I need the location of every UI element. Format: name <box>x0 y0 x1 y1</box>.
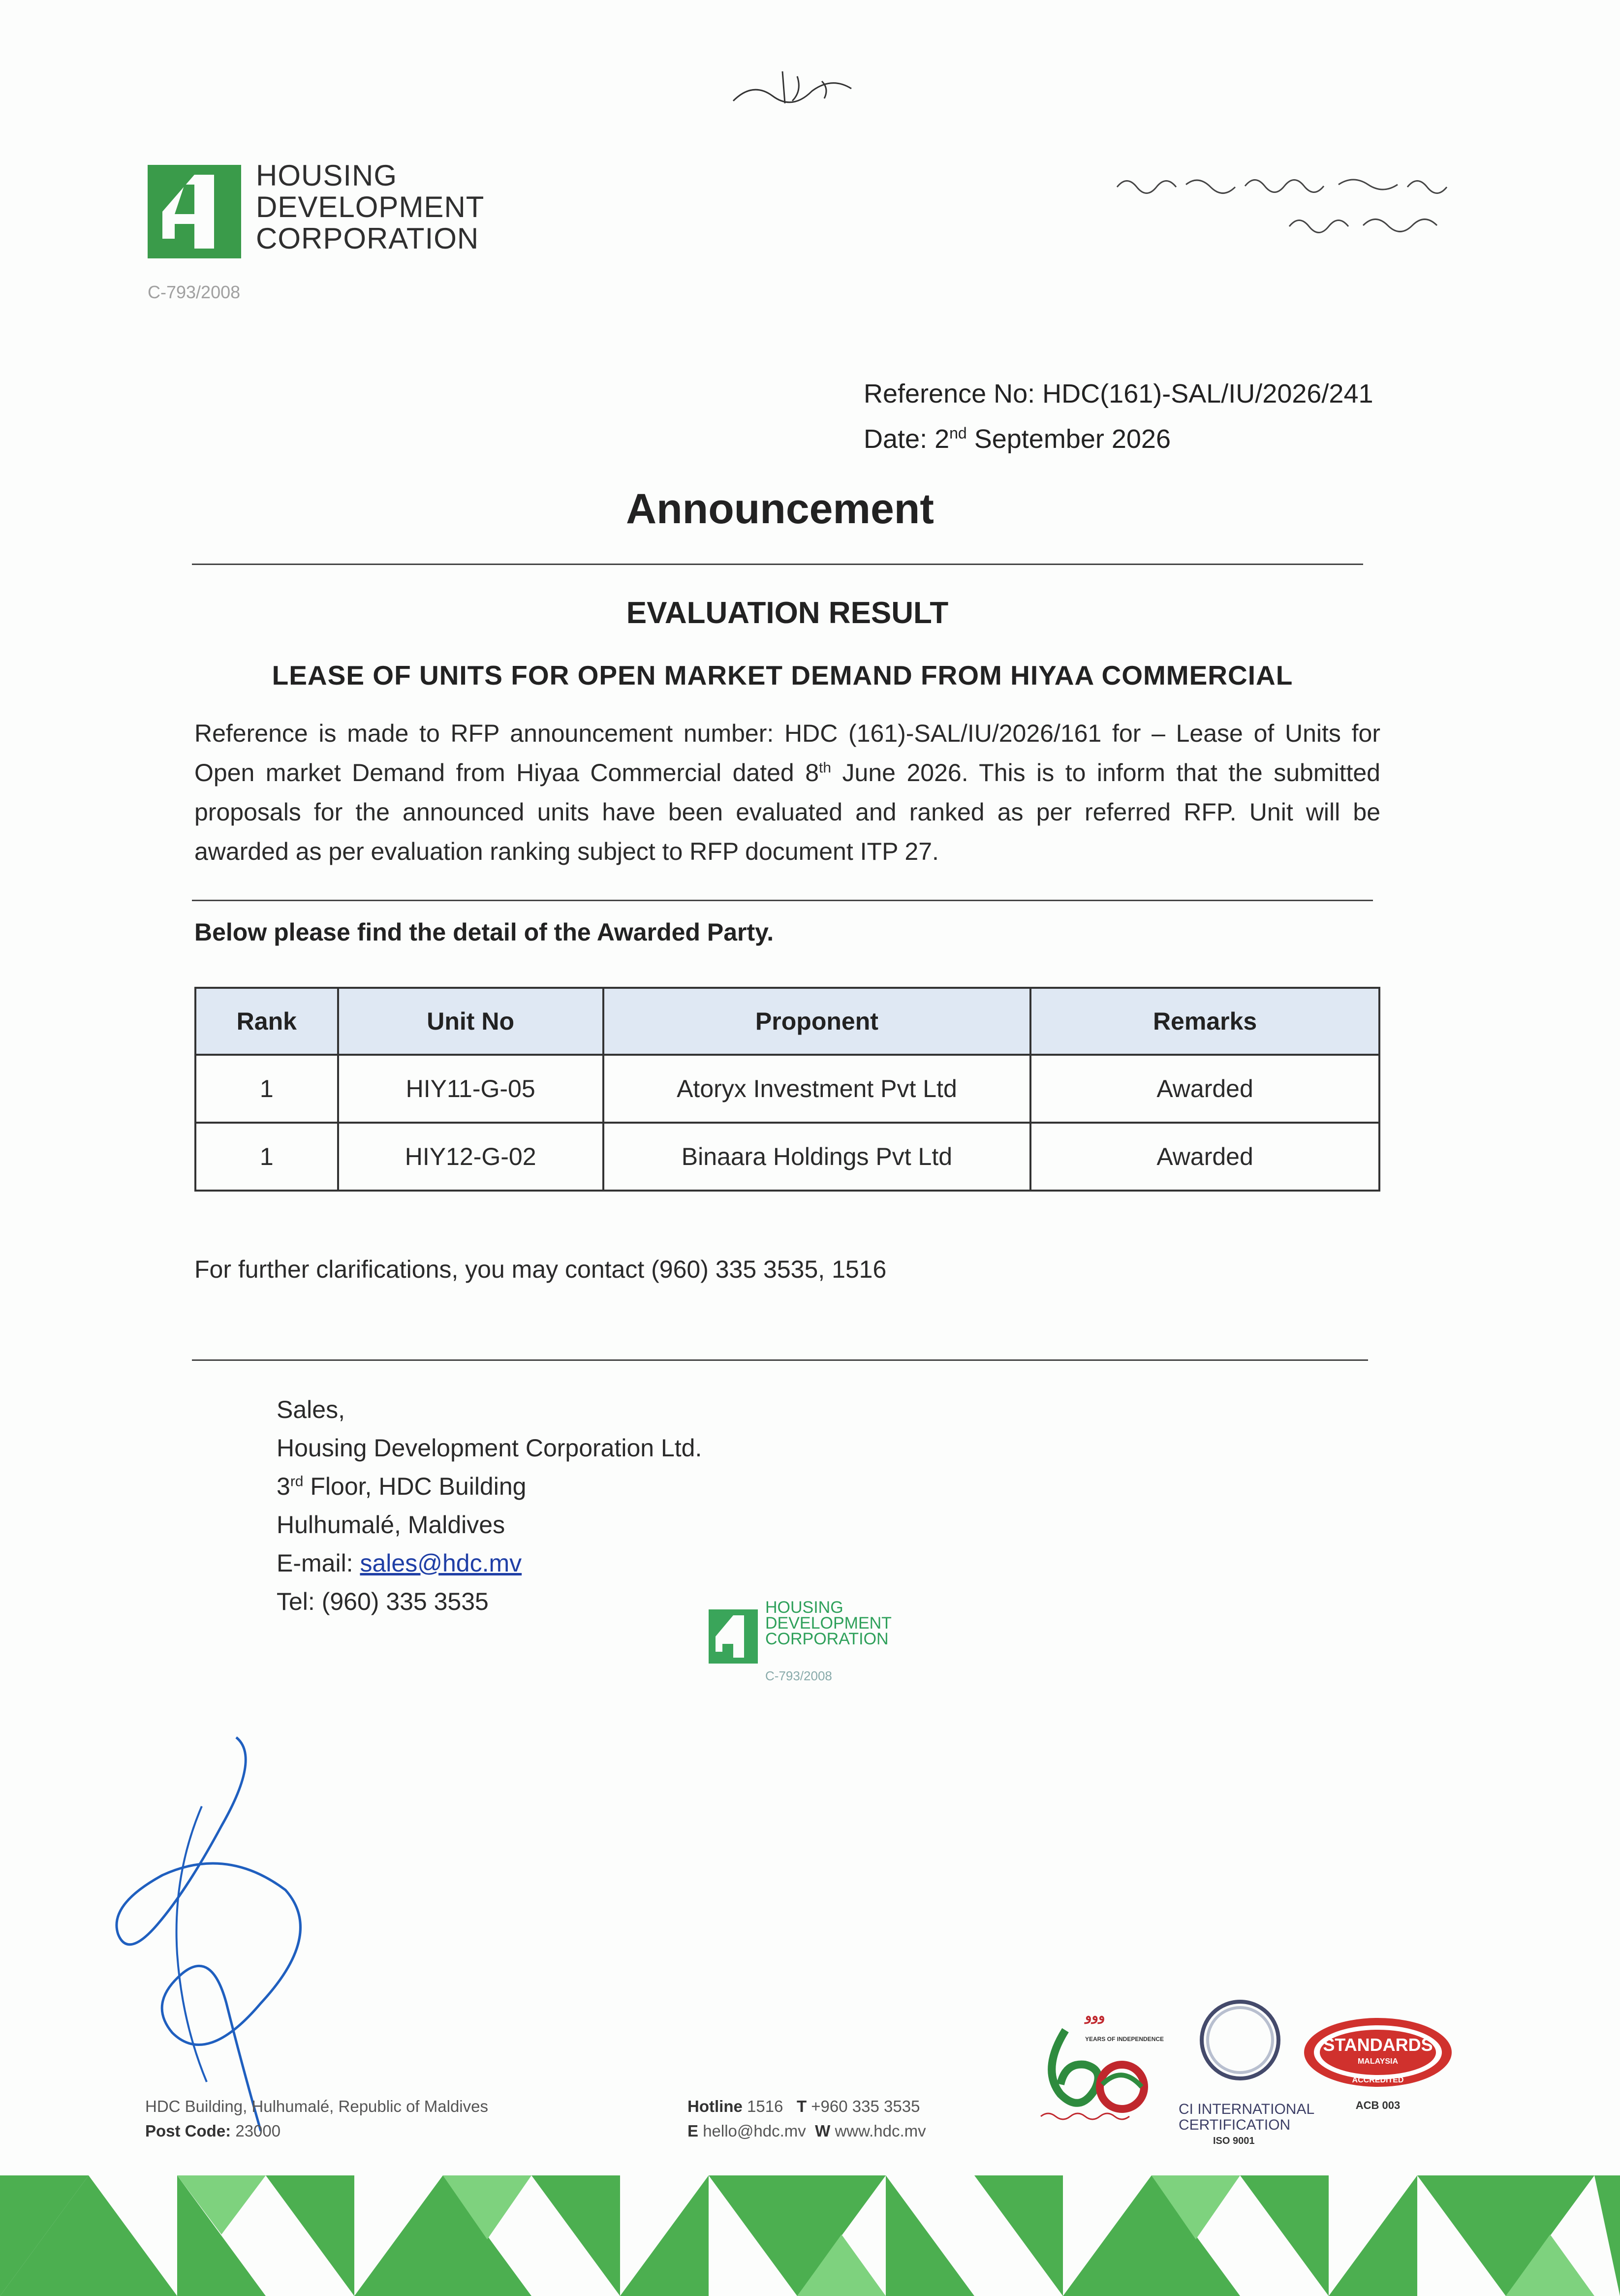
org-name <box>256 160 484 254</box>
table-row <box>195 1055 1379 1123</box>
floor-building: Floor, HDC Building <box>303 1473 527 1500</box>
sender-address <box>277 1390 702 1621</box>
stamp-registration: C-793/2008 <box>765 1668 832 1683</box>
awarded-party-table <box>194 987 1380 1192</box>
date-suffix: September 2026 <box>966 424 1171 454</box>
cell-proponent: Atoryx Investment Pvt Ltd <box>603 1055 1031 1123</box>
dhivehi-org-name <box>1112 167 1457 197</box>
dhivehi-location <box>1284 207 1457 236</box>
footer-address-line: HDC Building, Hulhumalé, Republic of Maldives <box>145 2097 488 2115</box>
section-heading: EVALUATION RESULT <box>626 596 949 630</box>
body-part1: Reference is made to RFP announcement number: HDC (161)-SAL/IU/2026/161 for – Lease of Units for Open market Demand from Hiyaa Commercial dated 8 <box>194 720 1380 786</box>
footer-postcode <box>145 2119 488 2143</box>
address-line: Sales, <box>277 1396 345 1423</box>
company-stamp <box>709 1597 915 1696</box>
ci-line: CI INTERNATIONAL <box>1179 2101 1315 2117</box>
email-link[interactable]: sales@hdc.mv <box>360 1549 522 1577</box>
cell-unit-no: HIY11-G-05 <box>338 1055 603 1123</box>
acb-number: ACB 003 <box>1355 2099 1401 2111</box>
footer-triangle-band <box>0 2175 1620 2296</box>
registration-number: C-793/2008 <box>148 282 241 302</box>
org-name-line: CORPORATION <box>256 222 479 255</box>
page-title: Announcement <box>626 485 934 533</box>
hotline-number: 1516 <box>747 2097 783 2115</box>
web-label: W <box>815 2122 831 2140</box>
ci-certification-badge <box>1174 1998 1316 2146</box>
address-line: Hulhumalé, Maldives <box>277 1511 505 1539</box>
date <box>864 413 1373 459</box>
body-ordinal: th <box>819 759 832 776</box>
handwritten-signature <box>98 1728 344 2146</box>
col-header-rank: Rank <box>195 988 338 1055</box>
detail-heading: Below please find the detail of the Awarded Party. <box>194 918 774 946</box>
ci-text <box>1179 2102 1314 2149</box>
col-header-unit-no: Unit No <box>338 988 603 1055</box>
ci-line: CERTIFICATION <box>1179 2117 1291 2133</box>
standards-country: MALAYSIA <box>1357 2057 1399 2066</box>
stamp-line: DEVELOPMENT <box>765 1614 892 1633</box>
org-name-line: DEVELOPMENT <box>256 190 485 223</box>
date-prefix: Date: 2 <box>864 424 950 454</box>
standards-text: STANDARDS <box>1323 2035 1433 2055</box>
cell-proponent: Binaara Holdings Pvt Ltd <box>603 1123 1031 1191</box>
ci-ring-icon <box>1174 1998 1316 2082</box>
address-line: Housing Development Corporation Ltd. <box>277 1434 702 1462</box>
cell-unit-no: HIY12-G-02 <box>338 1123 603 1191</box>
hotline-label: Hotline <box>687 2097 743 2115</box>
footer-contacts <box>687 2094 926 2143</box>
footer-address <box>145 2094 488 2143</box>
org-name-line: HOUSING <box>256 159 398 192</box>
tel-line: Tel: (960) 335 3535 <box>277 1588 489 1615</box>
post-code-label: Post Code: <box>145 2122 231 2140</box>
standards-malaysia-badge <box>1299 2011 1457 2124</box>
divider <box>192 1359 1368 1361</box>
address-line <box>277 1467 702 1506</box>
footer-phone-line <box>687 2094 926 2119</box>
cell-rank: 1 <box>195 1055 338 1123</box>
announcement-body <box>194 714 1380 871</box>
hdc-logo-icon <box>148 165 241 258</box>
footer-web-line <box>687 2119 926 2143</box>
footer-website: www.hdc.mv <box>835 2122 926 2140</box>
standards-accredited: ACCREDITED <box>1352 2076 1404 2084</box>
stamp-line: HOUSING <box>765 1598 843 1617</box>
col-header-remarks: Remarks <box>1030 988 1379 1055</box>
badge-caption: YEARS OF INDEPENDENCE <box>1085 2036 1164 2043</box>
contact-line: For further clarifications, you may contact (960) 335 3535, 1516 <box>194 1256 887 1283</box>
floor-ordinal: rd <box>290 1473 304 1490</box>
table-row <box>195 1123 1379 1191</box>
badge-script: ﻭﻭﻭ <box>1085 2008 1105 2023</box>
body-part2: June 2026. This is to inform that the submitted proposals for the announced units have been evaluated and ranked as per referred RFP. Unit will be awarded as per evaluation ranking subject to RFP document ITP 27. <box>194 759 1380 865</box>
post-code: 23000 <box>235 2122 281 2140</box>
divider <box>192 900 1373 901</box>
cell-remarks: Awarded <box>1030 1055 1379 1123</box>
independence-60-badge <box>1031 2001 1164 2134</box>
cell-remarks: Awarded <box>1030 1123 1379 1191</box>
reference-block <box>864 374 1373 459</box>
stamp-org-name <box>765 1600 892 1647</box>
col-header-proponent: Proponent <box>603 988 1031 1055</box>
phone-number: +960 335 3535 <box>811 2097 920 2115</box>
table-header-row <box>195 988 1379 1055</box>
cell-rank: 1 <box>195 1123 338 1191</box>
email-label: E-mail: <box>277 1549 360 1577</box>
phone-label: T <box>796 2097 807 2115</box>
stamp-line: CORPORATION <box>765 1630 889 1648</box>
ci-iso: ISO 9001 <box>1213 2136 1255 2146</box>
footer-email: hello@hdc.mv <box>703 2122 806 2140</box>
section-subheading: LEASE OF UNITS FOR OPEN MARKET DEMAND FROM HIYAA COMMERCIAL <box>272 660 1293 691</box>
bismillah-calligraphy <box>723 62 861 116</box>
floor-number: 3 <box>277 1473 290 1500</box>
reference-number: Reference No: HDC(161)-SAL/IU/2026/241 <box>864 379 1373 409</box>
stamp-logo-icon <box>709 1609 758 1664</box>
email-label: E <box>687 2122 699 2140</box>
email-line <box>277 1544 702 1582</box>
date-ordinal: nd <box>949 424 967 442</box>
divider <box>192 564 1363 565</box>
